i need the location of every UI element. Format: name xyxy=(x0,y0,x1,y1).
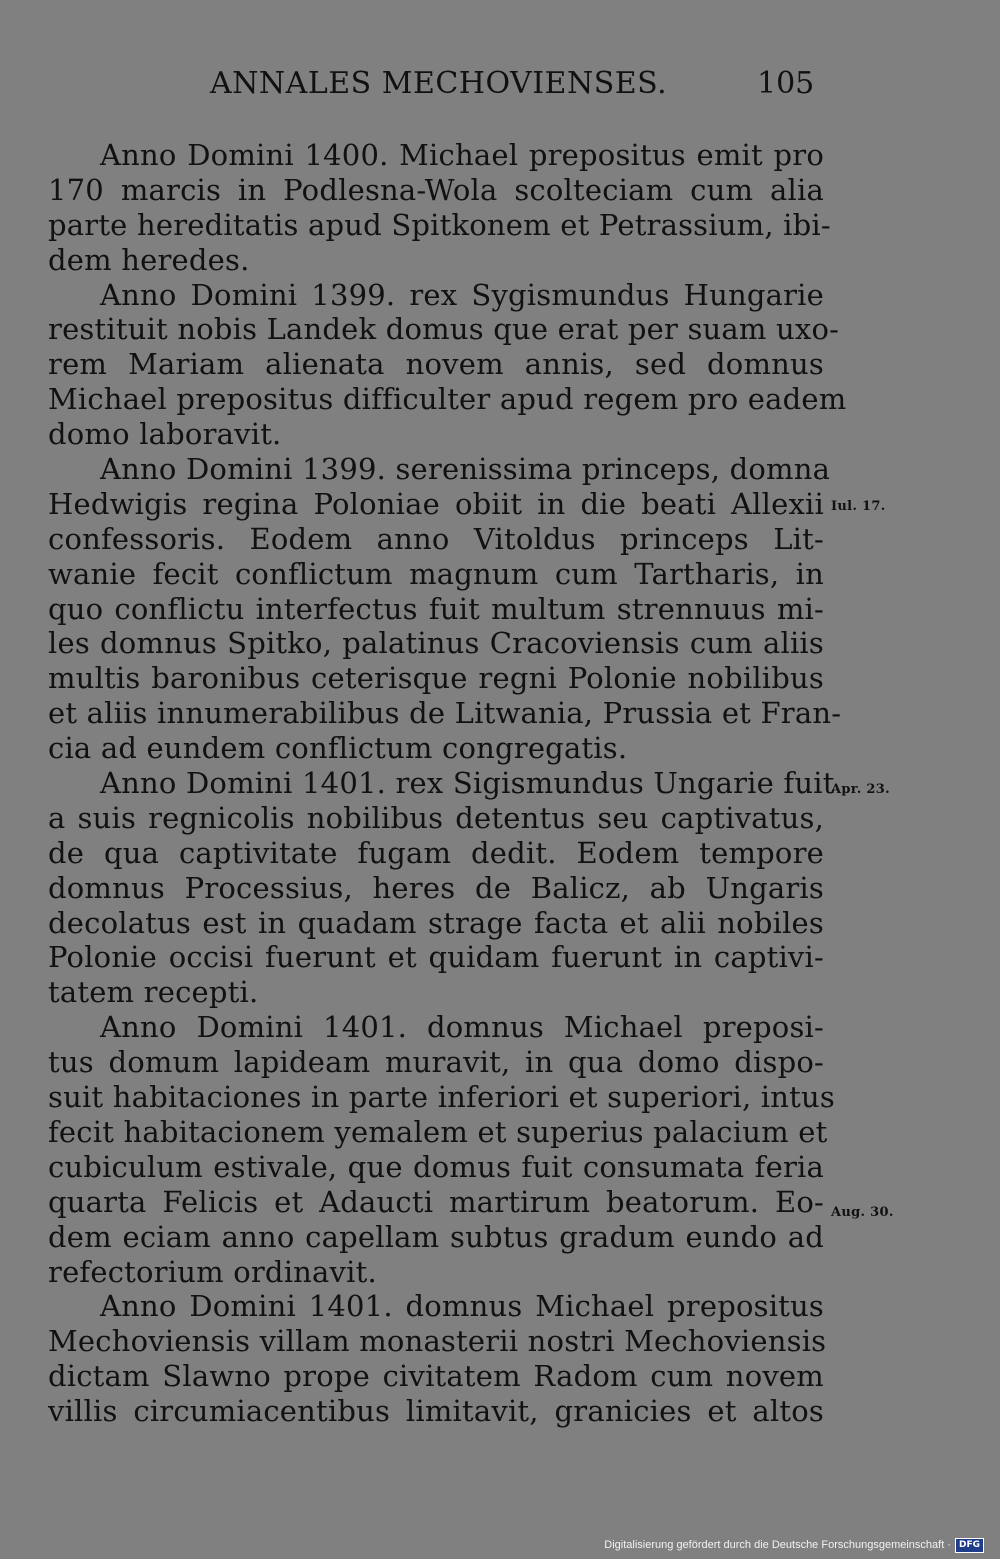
text-line: et aliis innumerabilibus de Litwania, Prussia et Fran- xyxy=(48,696,842,731)
text-line: Anno Domini 1399. rex Sygismundus Hungarie xyxy=(100,277,824,312)
page-header xyxy=(0,66,1000,110)
text-line: Mechoviensis villam monasterii nostri Mechoviensis xyxy=(48,1324,827,1359)
text-line: Anno Domini 1401. rex Sigismundus Ungarie fuit xyxy=(100,766,835,801)
footer-credit xyxy=(604,1535,984,1555)
text-line: dem eciam anno capellam subtus gradum eundo ad xyxy=(48,1219,824,1254)
text-line: villis circumiacentibus limitavit, granicies et altos xyxy=(48,1394,824,1429)
margin-note-date: Iul. 17. xyxy=(831,499,886,514)
text-line: suit habitaciones in parte inferiori et superiori, intus xyxy=(48,1080,835,1115)
text-line: rem Mariam alienata novem annis, sed domnus xyxy=(48,347,824,382)
text-line: Anno Domini 1399. serenissima princeps, domna xyxy=(100,452,831,487)
text-line: quo conflictu interfectus fuit multum strennuus mi- xyxy=(48,591,824,626)
text-line: confessoris. Eodem anno Vitoldus princeps Lit- xyxy=(48,521,824,556)
text-line: refectorium ordinavit. xyxy=(48,1254,377,1289)
text-line: restituit nobis Landek domus que erat per suam uxo- xyxy=(48,312,840,347)
text-line: Polonie occisi fuerunt et quidam fuerunt in captivi- xyxy=(48,940,824,975)
text-line: a suis regnicolis nobilibus detentus seu captivatus, xyxy=(48,800,824,835)
dfg-logo: DFG xyxy=(955,1538,984,1553)
running-title: ANNALES MECHOVIENSES. xyxy=(210,66,668,101)
text-line: multis baronibus ceterisque regni Polonie nobilibus xyxy=(48,661,824,696)
text-line: fecit habitacionem yemalem et superius palacium et xyxy=(48,1114,828,1149)
text-line: dictam Slawno prope civitatem Radom cum novem xyxy=(48,1359,824,1394)
text-line: Anno Domini 1401. domnus Michael preposi- xyxy=(100,1010,824,1045)
text-line: Anno Domini 1400. Michael prepositus emit pro xyxy=(100,138,824,172)
text-line: wanie fecit conflictum magnum cum Tartharis, in xyxy=(48,556,824,591)
text-line: domo laboravit. xyxy=(48,417,282,452)
margin-note-date: Apr. 23. xyxy=(831,782,890,797)
footer-credit-text: Digitalisierung gefördert durch die Deutsche Forschungsgemeinschaft · xyxy=(604,1539,951,1551)
text-line: cia ad eundem conflictum congregatis. xyxy=(48,731,628,766)
text-line: Hedwigis regina Poloniae obiit in die beati Allexii xyxy=(48,486,824,521)
text-line: dem heredes. xyxy=(48,242,250,277)
page-number: 105 xyxy=(757,66,815,101)
text-column xyxy=(48,138,847,1429)
text-line: tus domum lapideam muravit, in qua domo dispo- xyxy=(48,1045,824,1080)
text-line: 170 marcis in Podlesna-Wola scolteciam cum alia xyxy=(48,172,824,207)
text-line: de qua captivitate fugam dedit. Eodem tempore xyxy=(48,835,824,870)
text-line: cubiculum estivale, que domus fuit consumata feria xyxy=(48,1149,824,1184)
text-line: decolatus est in quadam strage facta et alii nobiles xyxy=(48,905,824,940)
text-line: tatem recepti. xyxy=(48,975,259,1010)
margin-note-date: Aug. 30. xyxy=(831,1205,894,1220)
text-line: les domnus Spitko, palatinus Cracoviensis cum aliis xyxy=(48,626,824,661)
text-line: quarta Felicis et Adaucti martirum beatorum. Eo- xyxy=(48,1184,824,1219)
text-line: domnus Processius, heres de Balicz, ab Ungaris xyxy=(48,870,824,905)
text-line: parte hereditatis apud Spitkonem et Petrassium, ibi- xyxy=(48,207,831,242)
text-line: Anno Domini 1401. domnus Michael prepositus xyxy=(100,1289,824,1324)
text-line: Michael prepositus difficulter apud regem pro eadem xyxy=(48,382,847,417)
